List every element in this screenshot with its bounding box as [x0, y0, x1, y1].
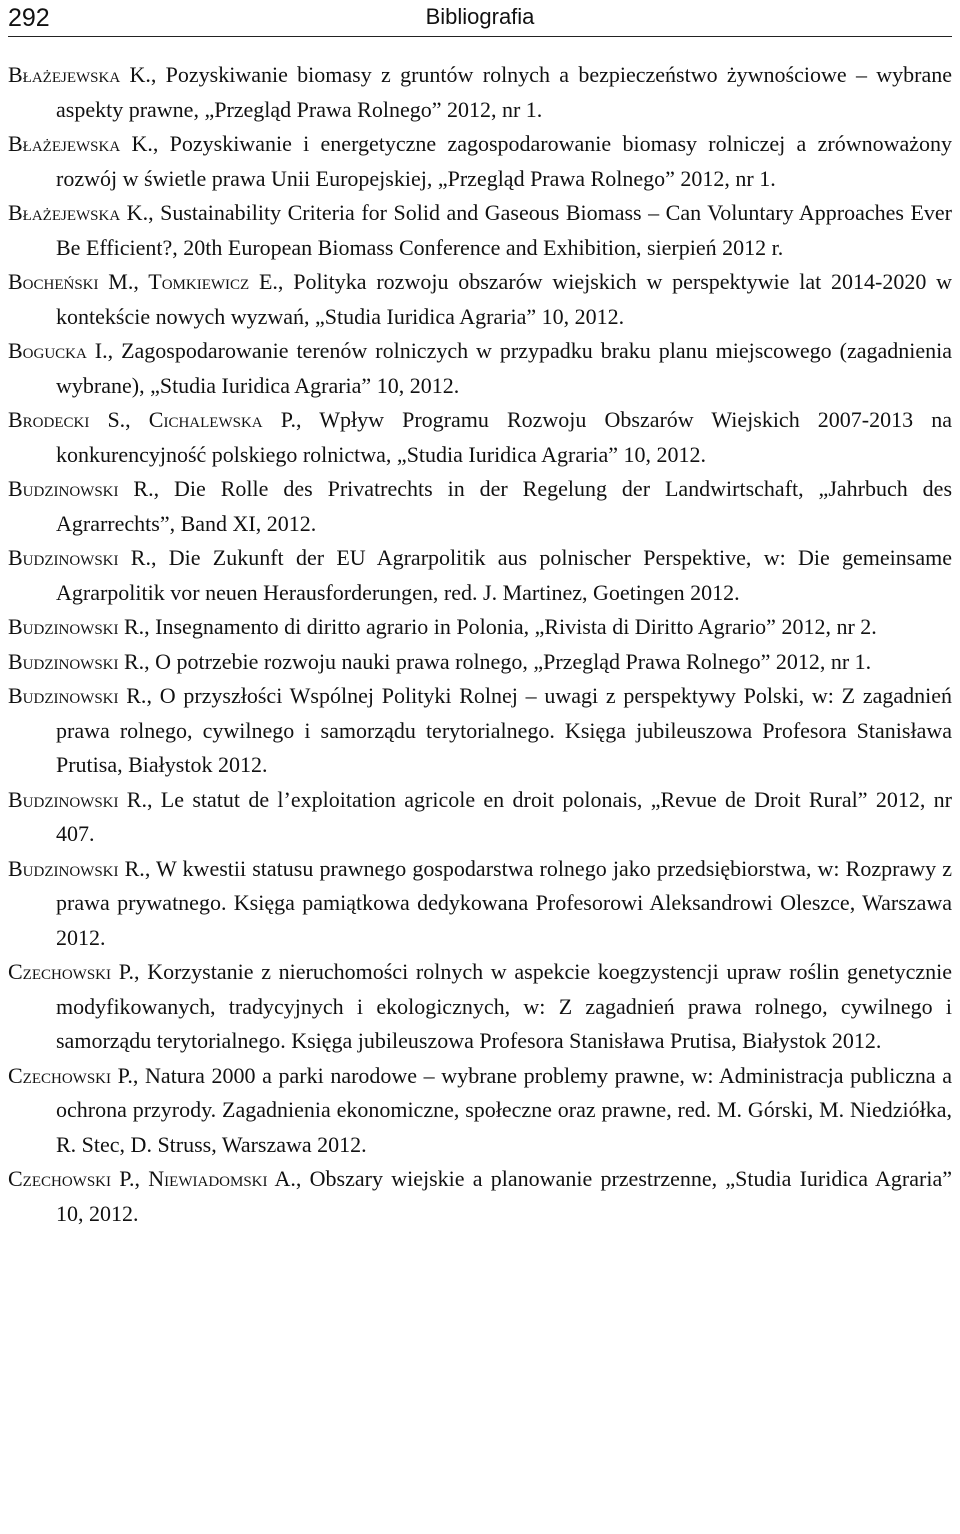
entry-author: Budzinowski R.	[8, 786, 147, 812]
entry-author: Czechowski P.	[8, 1062, 133, 1088]
entry-text: , O przyszłości Wspólnej Polityki Rolnej – uwagi z perspektywy Polski, w: Z zagadnień prawa rolnego, cywilnego i samorządu terytorialnego. Księga jubileuszowa Profesora Stanisława Prutisa, Białystok 2012.	[56, 683, 953, 777]
entry-text: , Die Zukunft der EU Agrarpolitik aus polnischer Perspektive, w: Die gemeinsame Agrarpolitik vor neuen Herausforderungen, red. J. Martinez, Goetingen 2012.	[56, 545, 952, 605]
bibliography-entry	[8, 265, 952, 334]
bibliography-entry	[8, 403, 952, 472]
entry-text: , Sustainability Criteria for Solid and Gaseous Biomass – Can Voluntary Approaches Ever Be Efficient?, 20th European Biomass Conference and Exhibition, sierpień 2012 r.	[56, 200, 952, 260]
bibliography-list	[8, 58, 952, 1231]
entry-text: , Zagospodarowanie terenów rolniczych w przypadku braku planu miejscowego (zagadnienia wybrane), „Studia Iuridica Agraria” 10, 2012.	[56, 338, 953, 398]
entry-text: , Polityka rozwoju obszarów wiejskich w perspektywie lat 2014-2020 w kontekście nowych wyzwań, „Studia Iuridica Agraria” 10, 2012.	[56, 269, 953, 329]
entry-text: , Pozyskiwanie biomasy z gruntów rolnych a bezpieczeństwo żywnościowe – wybrane aspekty prawne, „Przegląd Prawa Rolnego” 2012, nr 1.	[56, 62, 953, 122]
bibliography-entry	[8, 783, 952, 852]
bibliography-entry	[8, 196, 952, 265]
entry-text: , Die Rolle des Privatrechts in der Regelung der Landwirtschaft, „Jahrbuch des Agrarrechts”, Band XI, 2012.	[56, 476, 953, 536]
entry-author: Błażejewska K.	[8, 200, 149, 225]
entry-author: Czechowski P., Niewiadomski A.	[8, 1166, 296, 1191]
entry-text: , Wpływ Programu Rozwoju Obszarów Wiejskich 2007-2013 na konkurencyjność polskiego rolnictwa, „Studia Iuridica Agraria” 10, 2012.	[56, 407, 952, 467]
bibliography-entry	[8, 541, 952, 610]
entry-author: Bogucka I.	[8, 338, 108, 363]
bibliography-entry	[8, 852, 952, 956]
entry-text: , Pozyskiwanie i energetyczne zagospodarowanie biomasy rolniczej a zrównoważony rozwój w świetle prawa Unii Europejskiej, „Przegląd Prawa Rolnego” 2012, nr 1.	[56, 131, 953, 191]
entry-text: , Natura 2000 a parki narodowe – wybrane problemy prawne, w: Administracja publiczna a ochrona przyrody. Zagadnienia ekonomiczne, społeczne oraz prawne, red. M. Górski, M. Niedziółka, R. Stec, D. Struss, Warszawa 2012.	[56, 1062, 952, 1157]
bibliography-entry	[8, 679, 952, 783]
running-title: Bibliografia	[425, 4, 535, 29]
bibliography-entry	[8, 645, 952, 680]
bibliography-entry	[8, 955, 952, 1059]
entry-author: Budzinowski R.	[8, 614, 145, 639]
entry-author: Błażejewska K.	[8, 62, 151, 87]
entry-text: , O potrzebie rozwoju nauki prawa rolnego, „Przegląd Prawa Rolnego” 2012, nr 1.	[144, 648, 872, 674]
entry-author: Budzinowski R.	[8, 545, 151, 570]
entry-author: Budzinowski R.	[8, 648, 145, 674]
bibliography-entry	[8, 127, 952, 196]
entry-author: Błażejewska K.	[8, 131, 153, 156]
bibliography-entry	[8, 472, 952, 541]
bibliography-entry	[8, 1059, 952, 1163]
bibliography-entry	[8, 334, 952, 403]
entry-author: Bocheński M., Tomkiewicz E.	[8, 269, 278, 294]
entry-text: , Obszary wiejskie a planowanie przestrzenne, „Studia Iuridica Agraria” 10, 2012.	[56, 1166, 952, 1226]
entry-text: , Le statut de l’exploitation agricole en droit polonais, „Revue de Droit Rural” 2012, nr 407.	[56, 786, 952, 846]
entry-text: , W kwestii statusu prawnego gospodarstwa rolnego jako przedsiębiorstwa, w: Rozprawy z prawa prywatnego. Księga pamiątkowa dedykowana Profesorowi Aleksandrowi Oleszce, Warszawa 2012.	[56, 855, 952, 950]
bibliography-entry	[8, 58, 952, 127]
entry-text: , Insegnamento di diritto agrario in Polonia, „Rivista di Diritto Agrario” 2012, nr 2.	[144, 614, 877, 639]
entry-author: Budzinowski R.	[8, 476, 154, 501]
bibliography-entry	[8, 1162, 952, 1231]
entry-author: Czechowski P.	[8, 959, 134, 984]
page-header	[8, 0, 952, 37]
entry-text: , Korzystanie z nieruchomości rolnych w aspekcie koegzystencji upraw roślin genetycznie modyfikowanych, tradycyjnych i ekologicznych, w: Z zagadnień prawa rolnego, cywilnego i samorządu terytorialnego. Księga jubileuszowa Profesora Stanisława Prutisa, Białystok 2012.	[56, 959, 952, 1053]
entry-author: Budzinowski R.	[8, 855, 145, 881]
entry-author: Budzinowski R.	[8, 683, 147, 708]
bibliography-entry	[8, 610, 952, 645]
entry-author: Brodecki S., Cichalewska P.	[8, 407, 297, 432]
page-number: 292	[8, 4, 50, 32]
